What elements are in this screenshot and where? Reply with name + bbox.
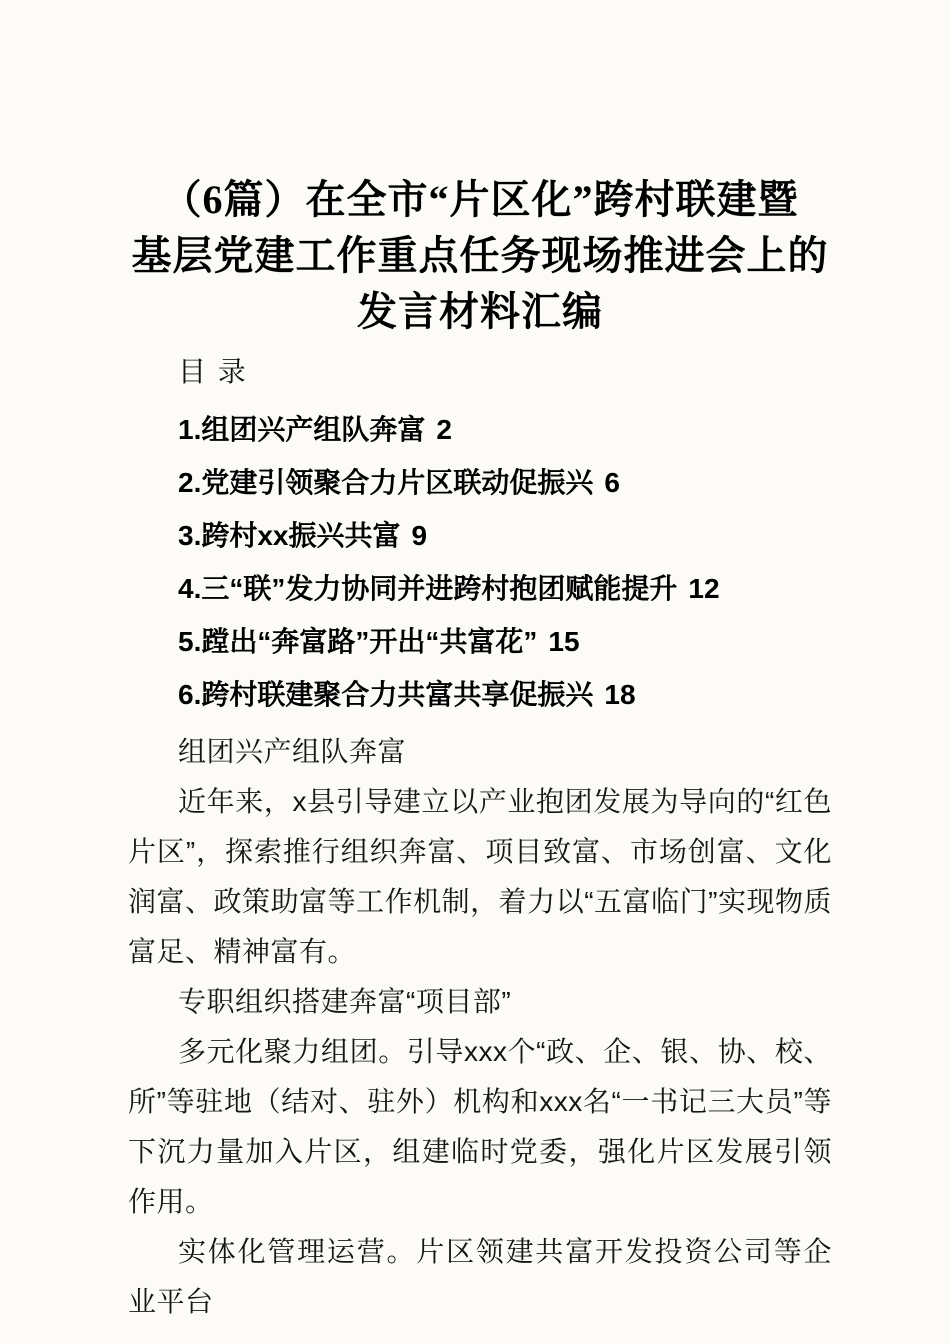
toc-item-5 [178,615,832,668]
toc-heading: 目 录 [178,356,248,387]
toc-item-number: 1. [178,414,202,445]
table-of-contents [128,350,832,721]
toc-item-title: 跨村xx振兴共富 [201,520,401,551]
toc-item-1 [178,403,832,456]
document-title [128,172,832,340]
toc-item-4 [178,562,832,615]
toc-item-number: 4. [178,573,202,604]
toc-item-title: 党建引领聚合力片区联动促振兴 [201,467,594,498]
toc-item-title: 三“联”发力协同并进跨村抱团赋能提升 [201,573,678,604]
toc-item-page-number: 18 [604,679,636,710]
toc-item-2 [178,456,832,509]
toc-item-page-number: 2 [436,414,452,445]
toc-item-page-number: 9 [411,520,428,551]
body-paragraph: 多元化聚力组团。引导xxx个“政、企、银、协、校、所”等驻地（结对、驻外）机构和xxx名“一书记三大员”等下沉力量加入片区，组建临时党委，强化片区发展引领作用。 [128,1036,832,1217]
toc-item-number: 2. [178,467,202,498]
toc-item-6 [178,668,832,721]
document-title-line-3: 发言材料汇编 [357,289,603,334]
section-heading-paragraph: 组团兴产组队奔富 [178,736,407,767]
toc-item-page-number: 6 [604,467,620,498]
toc-item-title: 跨村联建聚合力共富共享促振兴 [201,679,594,710]
toc-item-3 [178,509,832,562]
toc-item-number: 3. [178,520,202,551]
toc-item-page-number: 12 [688,573,720,604]
subsection-heading-paragraph: 专职组织搭建奔富“项目部” [178,986,512,1017]
document-title-line-1: （6篇）在全市“片区化”跨村联建暨 [161,177,799,222]
body-paragraph: 实体化管理运营。片区领建共富开发投资公司等企业平台 [128,1236,832,1317]
toc-item-title: 蹚出“奔富路”开出“共富花” [201,626,538,657]
toc-item-number: 6. [178,679,202,710]
document-title-line-2: 基层党建工作重点任务现场推进会上的 [131,233,829,278]
toc-item-title: 组团兴产组队奔富 [201,414,426,445]
toc-item-number: 5. [178,626,202,657]
document-body [128,727,832,1327]
toc-item-page-number: 15 [548,626,580,657]
body-paragraph: 近年来，x县引导建立以产业抱团发展为导向的“红色片区”，探索推行组织奔富、项目致富、市场创富、文化润富、政策助富等工作机制，着力以“五富临门”实现物质富足、精神富有。 [128,786,832,967]
